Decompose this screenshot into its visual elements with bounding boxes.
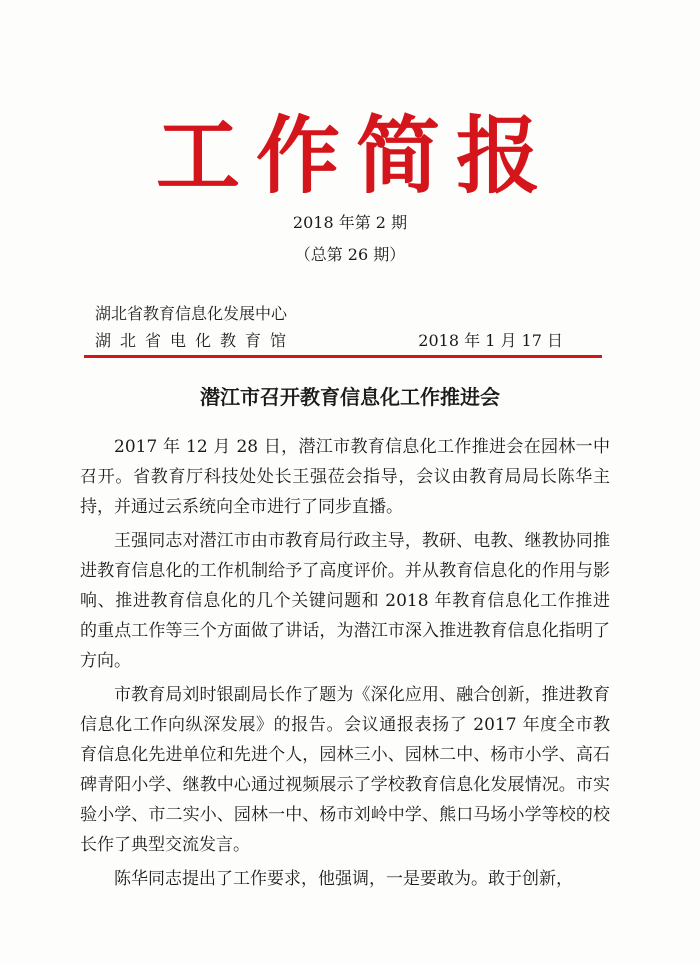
article-paragraph: 2017 年 12 月 28 日，潜江市教育信息化工作推进会在园林一中召开。省教育厅科技处处长王强莅会指导，会议由教育局局长陈华主持，并通过云系统向全市进行了同步直播。 xyxy=(80,437,610,517)
issue-date: 2018 年 1 月 17 日 xyxy=(418,331,563,350)
article-body xyxy=(80,432,610,898)
article-title: 潜江市召开教育信息化工作推进会 xyxy=(200,385,500,409)
total-issue-number: （总第 26 期） xyxy=(294,245,406,264)
bulletin-masthead-title: 工作简报 xyxy=(155,106,556,205)
issuing-organization-1: 湖北省教育信息化发展中心 xyxy=(95,304,288,323)
article-paragraph: 市教育局刘时银副局长作了题为《深化应用、融合创新，推进教育信息化工作向纵深发展》的报告。会议通报表扬了 2017 年度全市教育信息化先进单位和先进个人，园林三小、园林二中、杨市小学、高石碑青阳小学、继教中心通过视频展示了学校教育信息化发展情况。市实验小学、市二实小、园林一中、杨市刘岭中学、熊口马场小学等校的校长作了典型交流发言。 xyxy=(80,685,610,855)
article-paragraph: 陈华同志提出了工作要求，他强调，一是要敢为。敢于创新， xyxy=(114,869,573,889)
issuing-organization-2: 湖北省电化教育馆 xyxy=(95,331,296,350)
red-divider-rule xyxy=(84,355,602,358)
issue-number: 2018 年第 2 期 xyxy=(292,213,408,232)
article-paragraph: 王强同志对潜江市由市教育局行政主导，教研、电教、继教协同推进教育信息化的工作机制给予了高度评价。并从教育信息化的作用与影响、推进教育信息化的几个关键问题和 2018 年教育信息化工作推进的重点工作等三个方面做了讲话，为潜江市深入推进教育信息化指明了方向。 xyxy=(80,531,610,671)
